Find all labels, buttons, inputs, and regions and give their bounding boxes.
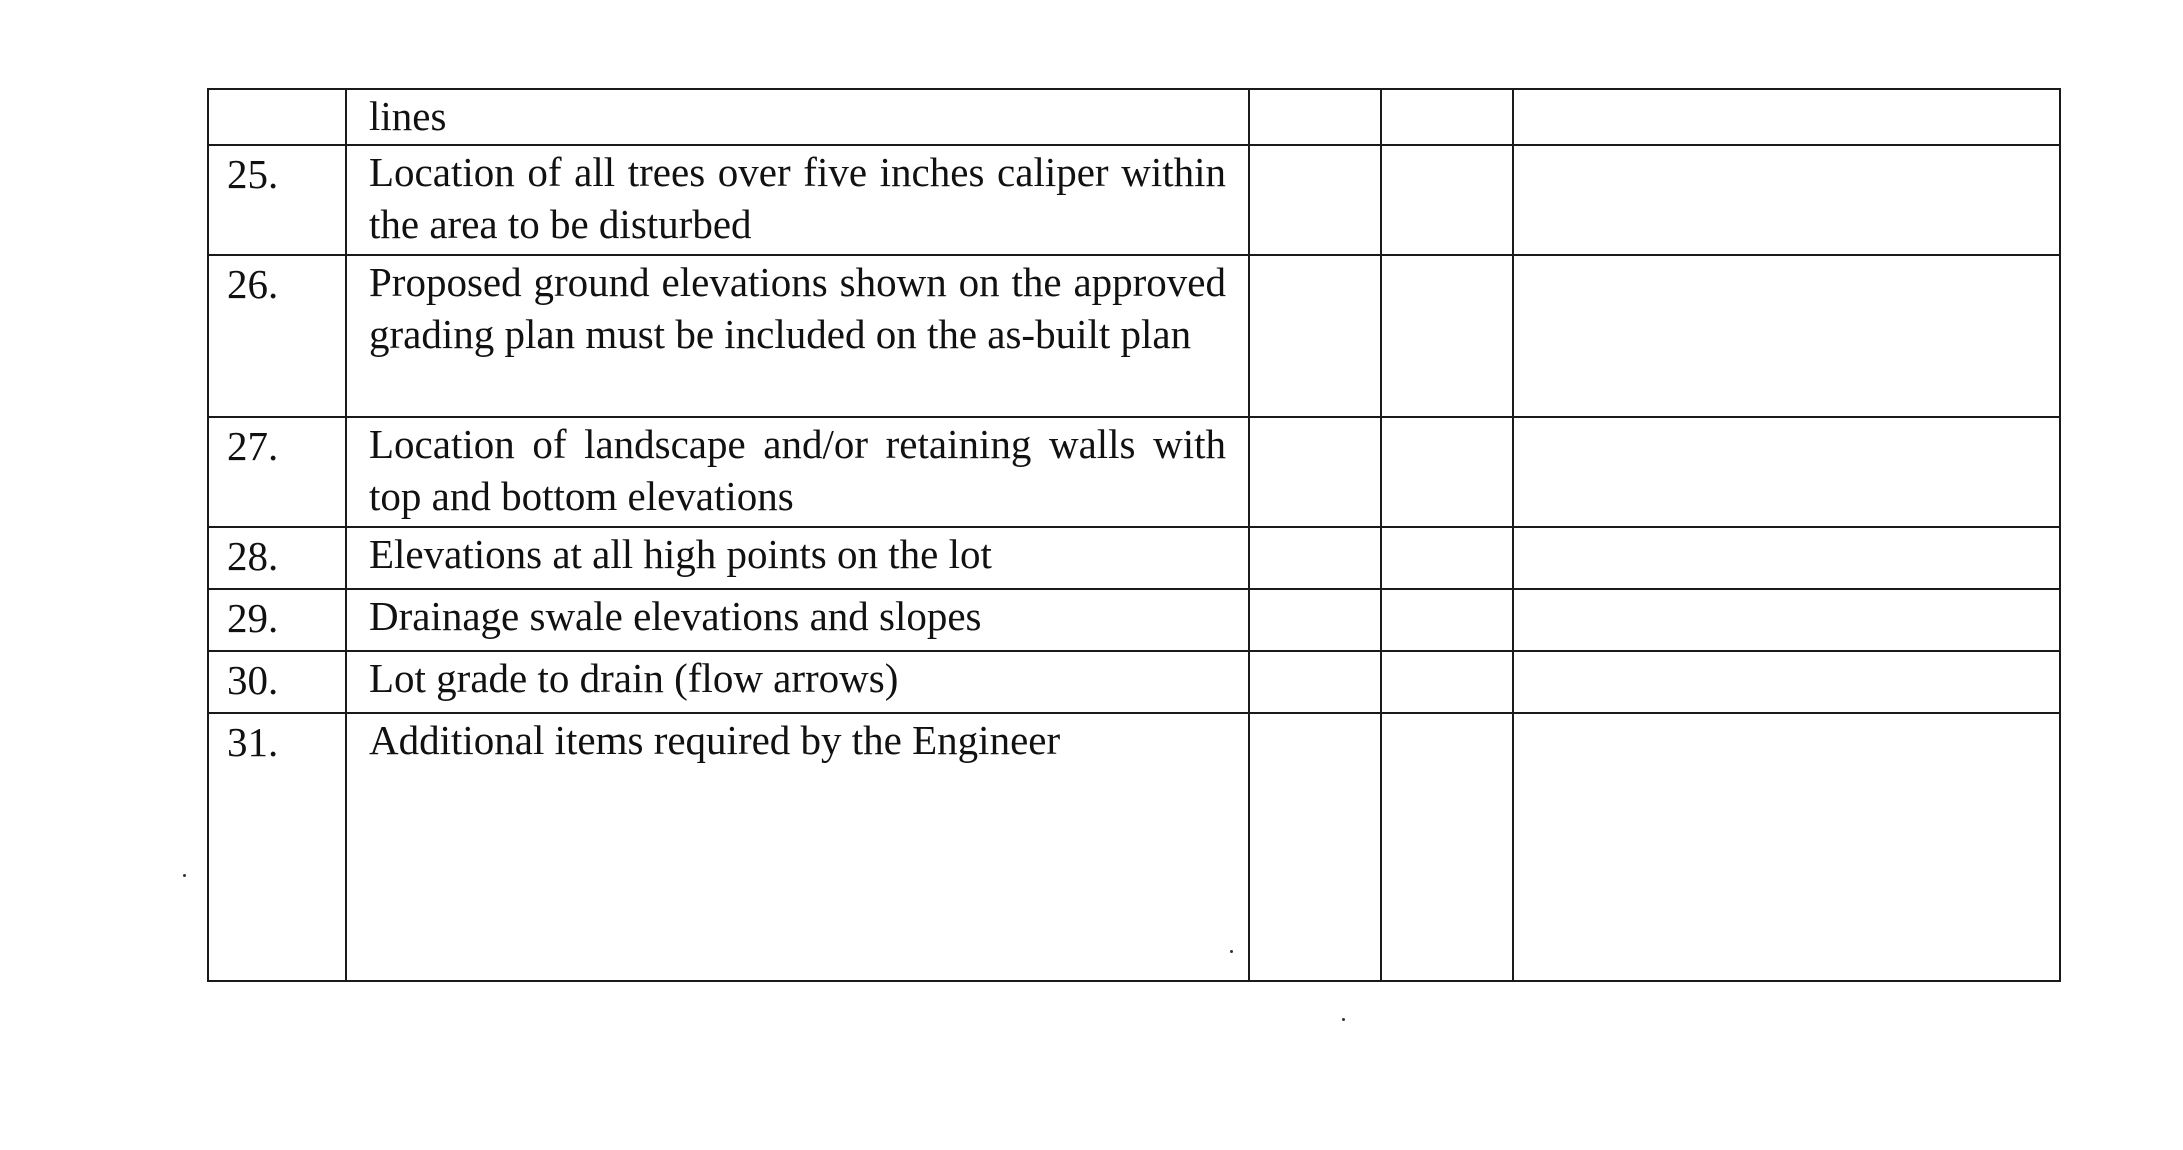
checklist-table: [207, 88, 2061, 982]
check-cell-b: [1381, 527, 1513, 589]
table-row: [208, 89, 2060, 145]
item-number: 30.: [208, 651, 346, 713]
table-row: [208, 527, 2060, 589]
remarks-cell: [1513, 417, 2060, 527]
table-row: [208, 589, 2060, 651]
item-number: 28.: [208, 527, 346, 589]
check-cell-b: [1381, 651, 1513, 713]
remarks-cell: [1513, 651, 2060, 713]
check-cell-a: [1249, 417, 1381, 527]
item-description: Proposed ground elevations shown on the approved grading plan must be included on the as-built plan: [346, 255, 1249, 417]
check-cell-a: [1249, 527, 1381, 589]
item-description: Lot grade to drain (flow arrows): [346, 651, 1249, 713]
check-cell-b: [1381, 145, 1513, 255]
check-cell-a: [1249, 713, 1381, 981]
scan-speck: [1230, 950, 1233, 953]
scan-speck: [1342, 1018, 1345, 1021]
remarks-cell: [1513, 255, 2060, 417]
item-number: 26.: [208, 255, 346, 417]
item-number: 27.: [208, 417, 346, 527]
check-cell-a: [1249, 651, 1381, 713]
item-description: Elevations at all high points on the lot: [346, 527, 1249, 589]
check-cell-b: [1381, 589, 1513, 651]
remarks-cell: [1513, 527, 2060, 589]
item-number: 31.: [208, 713, 346, 981]
table-row: [208, 417, 2060, 527]
check-cell-a: [1249, 145, 1381, 255]
check-cell-b: [1381, 89, 1513, 145]
table-row: [208, 713, 2060, 981]
item-number: 25.: [208, 145, 346, 255]
table-row: [208, 145, 2060, 255]
remarks-cell: [1513, 89, 2060, 145]
check-cell-a: [1249, 255, 1381, 417]
table-row: [208, 651, 2060, 713]
item-description: Additional items required by the Engineer: [346, 713, 1249, 981]
item-number: [208, 89, 346, 145]
item-description: Location of all trees over five inches caliper within the area to be disturbed: [346, 145, 1249, 255]
remarks-cell: [1513, 145, 2060, 255]
item-number: 29.: [208, 589, 346, 651]
remarks-cell: [1513, 713, 2060, 981]
item-description: Drainage swale elevations and slopes: [346, 589, 1249, 651]
check-cell-a: [1249, 589, 1381, 651]
table-row: [208, 255, 2060, 417]
check-cell-b: [1381, 417, 1513, 527]
item-description: lines: [346, 89, 1249, 145]
check-cell-b: [1381, 255, 1513, 417]
item-description: Location of landscape and/or retaining walls with top and bottom elevations: [346, 417, 1249, 527]
check-cell-a: [1249, 89, 1381, 145]
scan-speck: [183, 874, 186, 877]
check-cell-b: [1381, 713, 1513, 981]
remarks-cell: [1513, 589, 2060, 651]
